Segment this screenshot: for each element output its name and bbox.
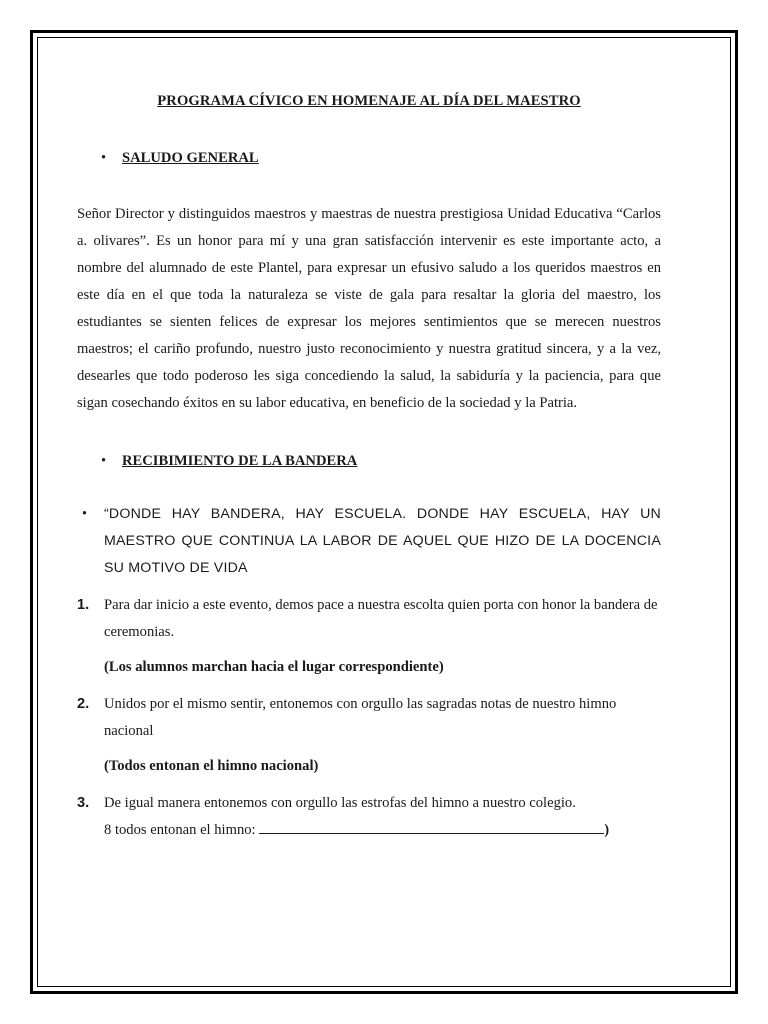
bullet-icon: • [101, 453, 107, 469]
section-heading-saludo [77, 145, 661, 172]
greeting-paragraph: Señor Director y distinguidos maestros y maestras de nuestra prestigiosa Unidad Educativa “Carlos a. olivares”. Es un honor para mí y una gran satisfacción intervenir es este importante acto, a nombre del alumnado de este Plantel, para expresar un efusivo saludo a los queridos maestros en este día en el que toda la naturaleza se viste de gala para resaltar la gloria del maestro, los estudiantes se sienten felices de expresar los mejores sentimientos que se merecen nuestros maestros; el cariño profundo, nuestro justo reconocimiento y nuestra gratitud sincera, y a la vez, desearles que todo poderoso les siga concediendo la salud, la sabiduría y la paciencia, para que sigan cosechando éxitos en su labor educativa, en beneficio de la sociedad y la Patria. [77, 206, 661, 411]
document-body [77, 88, 661, 844]
step-item-3 [77, 790, 661, 844]
step-number: 1. [77, 597, 90, 613]
step-number: 2. [77, 696, 90, 712]
section-heading-text: RECIBIMIENTO DE LA BANDERA [122, 453, 358, 469]
bullet-icon: • [82, 506, 88, 522]
step-item-2 [77, 691, 661, 745]
section-heading-bandera [77, 448, 661, 475]
bullet-icon: • [101, 150, 107, 166]
closing-parenthesis: ) [604, 822, 610, 838]
step-note-2: (Todos entonan el himno nacional) [104, 758, 319, 774]
flag-quote [77, 501, 661, 582]
step-note-1: (Los alumnos marchan hacia el lugar correspondiente) [104, 659, 444, 675]
step-text: Unidos por el mismo sentir, entonemos con orgullo las sagradas notas de nuestro himno nacional [104, 696, 617, 739]
fill-in-blank-line [259, 817, 604, 834]
step-number: 3. [77, 795, 90, 811]
step-line-2: 8 todos entonan el himno: [104, 822, 260, 838]
step-item-1 [77, 592, 661, 646]
step-text: Para dar inicio a este evento, demos pace a nuestra escolta quien porta con honor la bandera de ceremonias. [104, 597, 658, 640]
document-title: PROGRAMA CÍVICO EN HOMENAJE AL DÍA DEL MAESTRO [157, 93, 581, 109]
section-heading-text: SALUDO GENERAL [122, 150, 259, 166]
step-text: De igual manera entonemos con orgullo las estrofas del himno a nuestro colegio. [104, 795, 576, 811]
flag-quote-text: “DONDE HAY BANDERA, HAY ESCUELA. DONDE HAY ESCUELA, HAY UN MAESTRO QUE CONTINUA LA LABOR DE AQUEL QUE HIZO DE LA DOCENCIA SU MOTIVO DE VIDA [104, 506, 661, 576]
